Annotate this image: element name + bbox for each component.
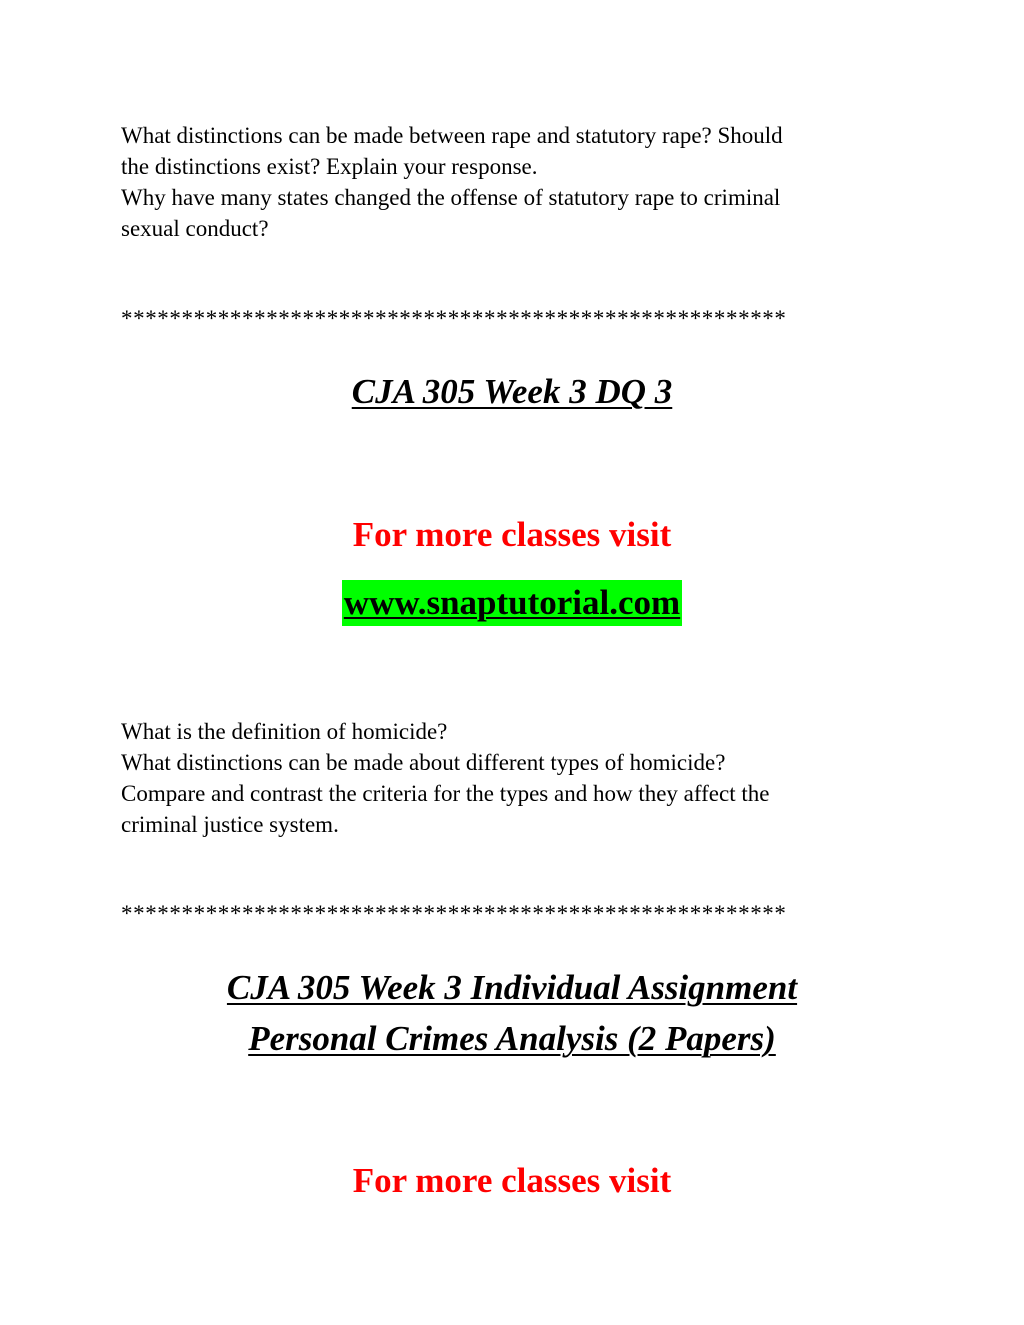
- text-line: the distinctions exist? Explain your response.: [121, 154, 538, 179]
- question-block-homicide: [121, 716, 911, 840]
- asterisk-separator: *******************************************************: [121, 306, 787, 331]
- question-block-rape: [121, 120, 911, 244]
- section-heading-assignment-line1: CJA 305 Week 3 Individual Assignment: [226, 968, 798, 1007]
- text-line: sexual conduct?: [121, 216, 269, 241]
- asterisk-separator: *******************************************************: [121, 901, 787, 926]
- text-line: What distinctions can be made about different types of homicide?: [121, 750, 726, 775]
- text-line: What distinctions can be made between rape and statutory rape? Should: [121, 123, 783, 148]
- section-heading-assignment-line2: Personal Crimes Analysis (2 Papers): [248, 1019, 776, 1058]
- snaptutorial-link[interactable]: www.snaptutorial.com: [342, 580, 682, 626]
- promo-visit-text: For more classes visit: [352, 515, 672, 554]
- promo-visit-text: For more classes visit: [352, 1161, 672, 1200]
- text-line: What is the definition of homicide?: [121, 719, 448, 744]
- section-heading-dq3: CJA 305 Week 3 DQ 3: [351, 372, 673, 411]
- text-line: criminal justice system.: [121, 812, 339, 837]
- text-line: Compare and contrast the criteria for the types and how they affect the: [121, 781, 770, 806]
- text-line: Why have many states changed the offense of statutory rape to criminal: [121, 185, 781, 210]
- promo-link-wrap: [0, 580, 1024, 626]
